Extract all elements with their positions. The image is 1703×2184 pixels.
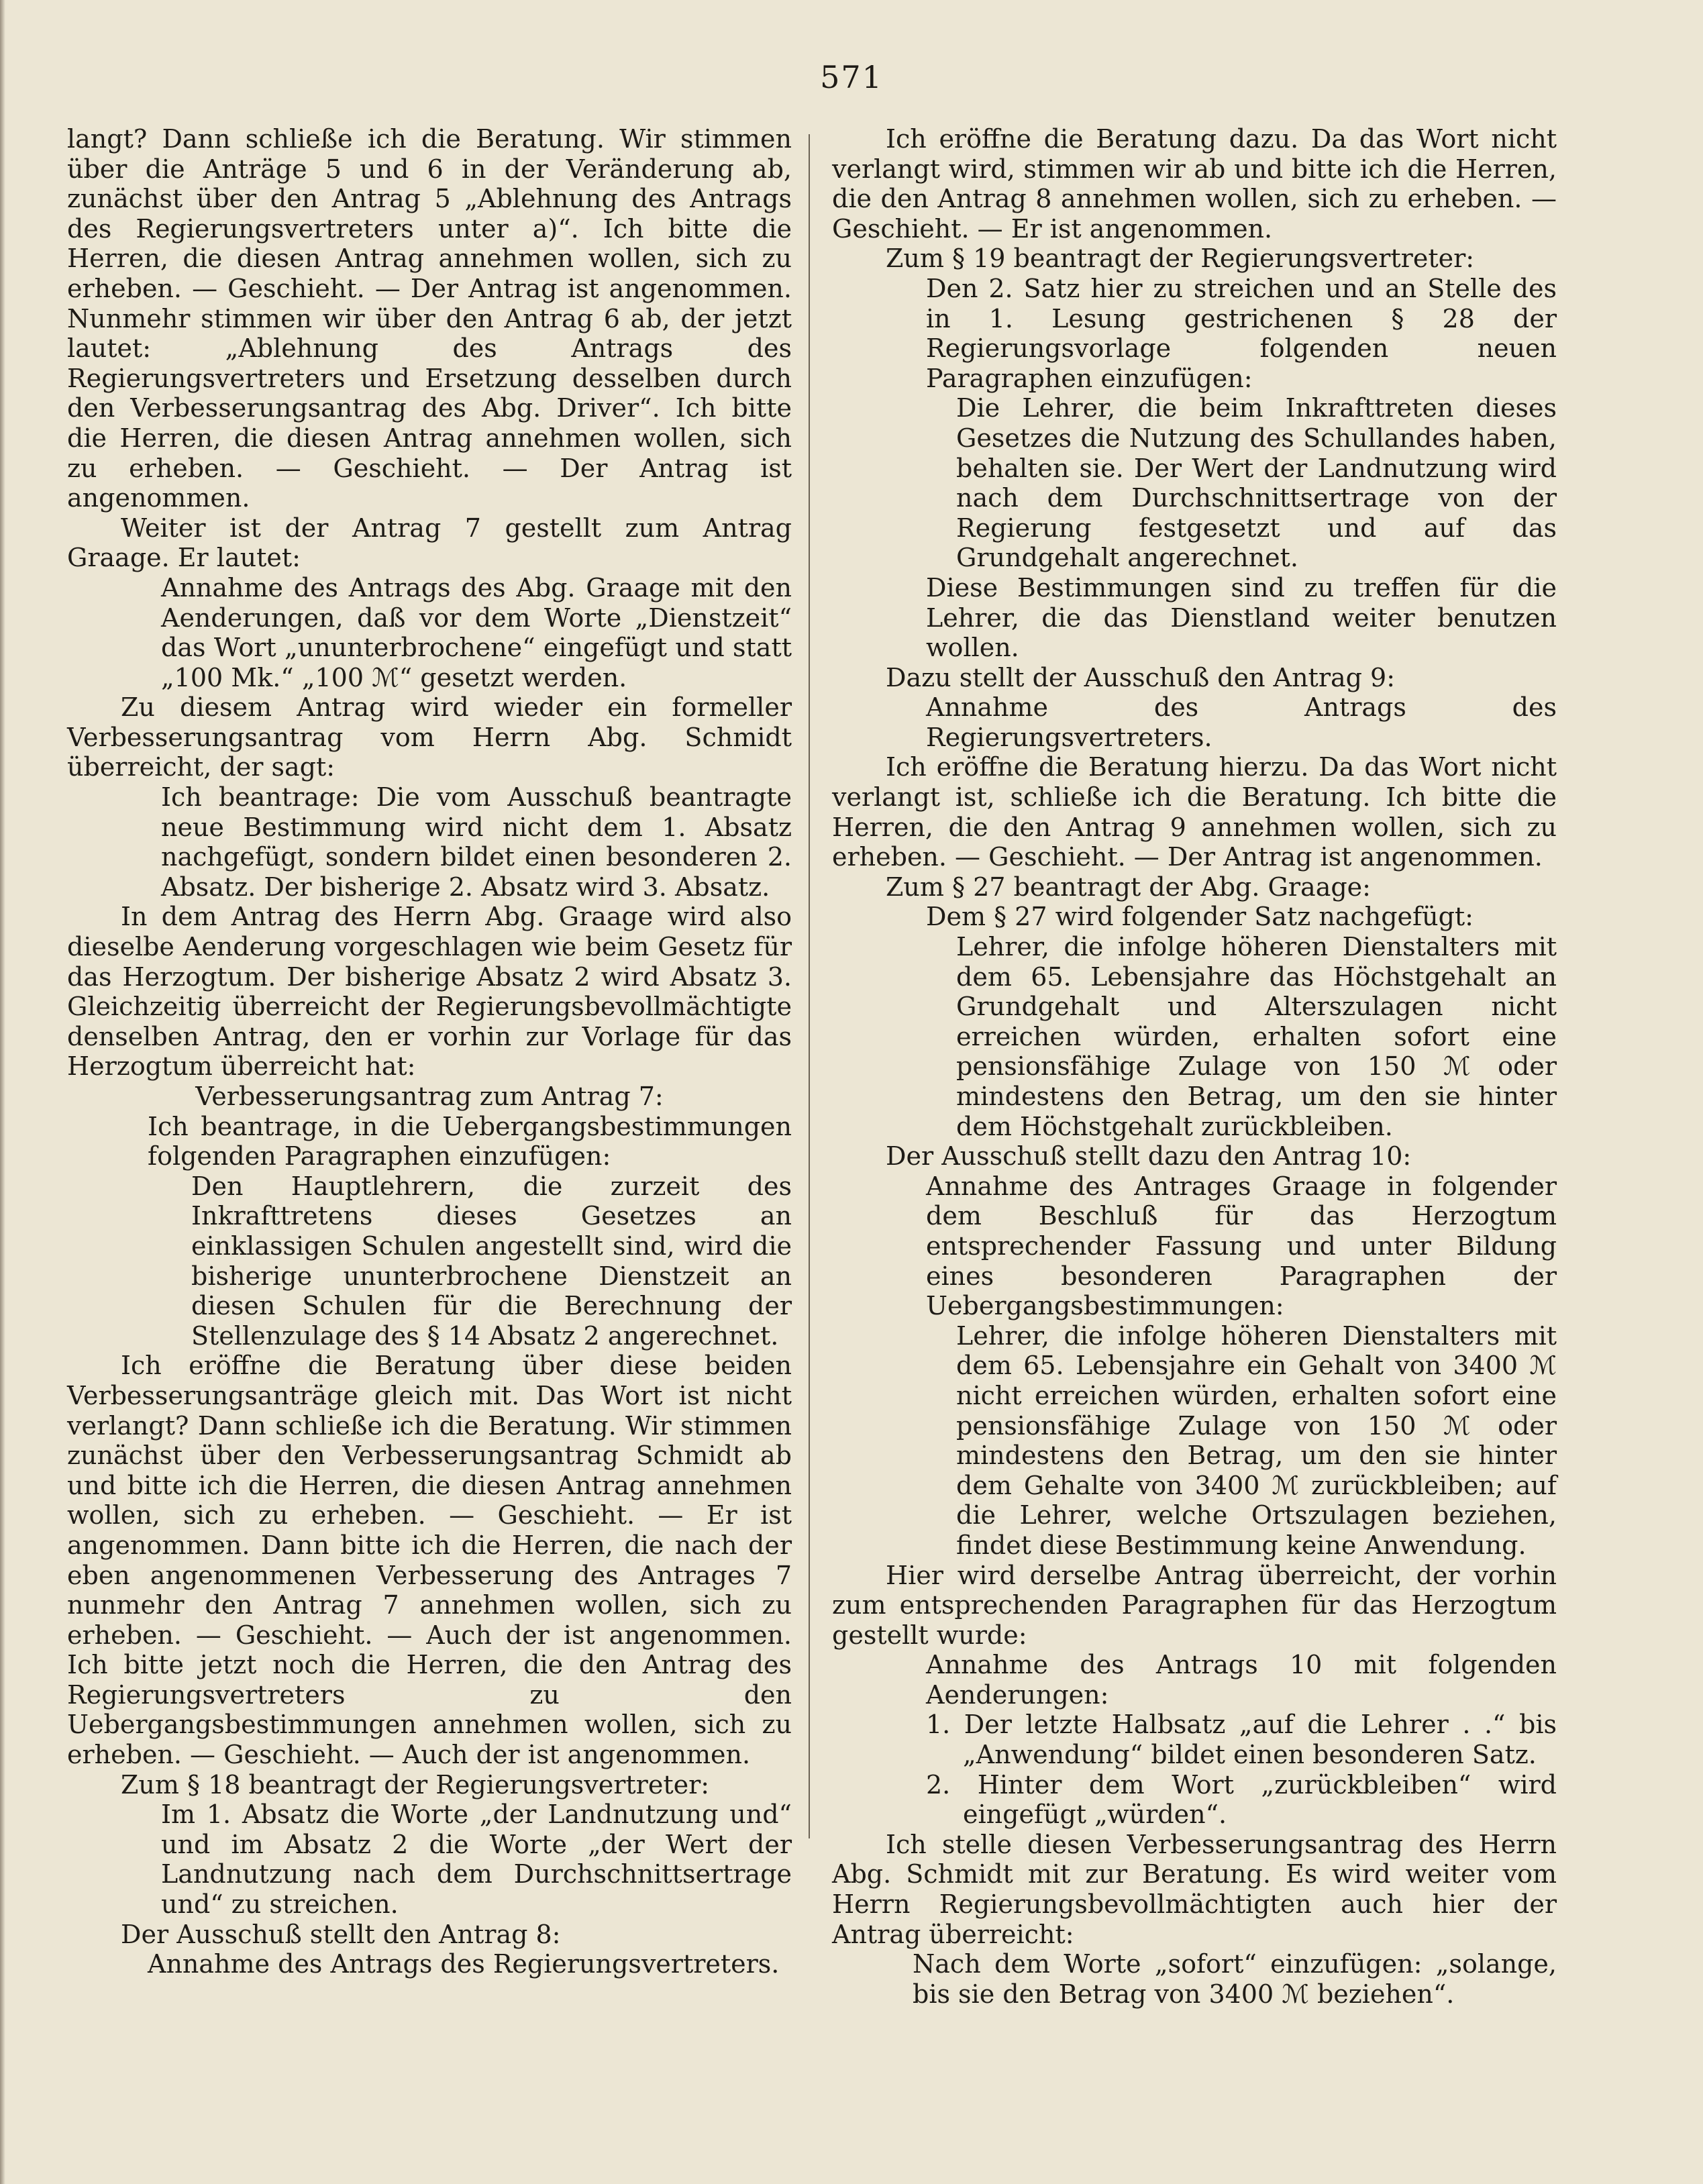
paragraph: 1. Der letzte Halbsatz „auf die Lehrer . .“ bis „Anwendung“ bildet einen besonderen Satz. [926, 1710, 1557, 1770]
paragraph: Hier wird derselbe Antrag überreicht, der vorhin zum entsprechenden Paragraphen für das Herzogtum gestellt wurde: [832, 1560, 1557, 1650]
paragraph: Den 2. Satz hier zu streichen und an Stelle des in 1. Lesung gestrichenen § 28 der Regierungsvorlage folgenden neuen Paragraphen einzufügen: [926, 273, 1557, 393]
paragraph: Annahme des Antrags des Abg. Graage mit den Aenderungen, daß vor dem Worte „Dienstzeit“ das Wort „ununterbrochene“ eingefügt und statt „100 Mk.“ „100 ℳ“ gesetzt werden. [161, 572, 792, 692]
paragraph: Ich beantrage, in die Uebergangsbestimmungen folgenden Paragraphen einzufügen: [148, 1111, 792, 1172]
right-column [832, 124, 1557, 2009]
paragraph: Annahme des Antrags 10 mit folgenden Aenderungen: [926, 1650, 1557, 1710]
paragraph: Annahme des Antrags des Regierungsvertreters. [926, 692, 1557, 752]
paragraph: Ich stelle diesen Verbesserungsantrag des Herrn Abg. Schmidt mit zur Beratung. Es wird weiter vom Herrn Regierungsbevollmächtigten auch hier der Antrag überreicht: [832, 1829, 1557, 1949]
column-divider [809, 134, 810, 1838]
paragraph: Zum § 19 beantragt der Regierungsvertreter: [886, 244, 1475, 274]
paragraph: 2. Hinter dem Wort „zurückbleiben“ wird eingefügt „würden“. [926, 1769, 1557, 1830]
paragraph: Annahme des Antrags des Regierungsvertreters. [148, 1949, 780, 1979]
paragraph: langt? Dann schließe ich die Beratung. Wir stimmen über die Anträge 5 und 6 in der Veränderung ab, zunächst über den Antrag 5 „Ablehnung des Antrags des Regierungsvertreters unter a)“. Ich bitte die Herren, die diesen Antrag annehmen wollen, sich zu erheben. — Geschieht. — Der Antrag ist angenommen. Nunmehr stimmen wir über den Antrag 6 ab, der jetzt lautet: „Ablehnung des Antrags des Regierungsvertreters und Ersetzung desselben durch den Verbesserungsantrag des Abg. Driver“. Ich bitte die Herren, die diesen Antrag annehmen wollen, sich zu erheben. — Geschieht. — Der Antrag ist angenommen. [67, 124, 792, 513]
paragraph: Zum § 18 beantragt der Regierungsvertreter: [121, 1769, 710, 1800]
page-edge-shadow [0, 0, 5, 2184]
paragraph: Der Ausschuß stellt den Antrag 8: [121, 1919, 561, 1949]
paragraph: Weiter ist der Antrag 7 gestellt zum Antrag Graage. Er lautet: [67, 513, 792, 573]
page-number: 571 [820, 59, 883, 95]
paragraph: Ich beantrage: Die vom Ausschuß beantragte neue Bestimmung wird nicht dem 1. Absatz nachgefügt, sondern bildet einen besonderen 2. Absatz. Der bisherige 2. Absatz wird 3. Absatz. [161, 782, 792, 902]
paragraph: Ich eröffne die Beratung hierzu. Da das Wort nicht verlangt ist, schließe ich die Beratung. Ich bitte die Herren, die den Antrag 9 annehmen wollen, sich zu erheben. — Geschieht. — Der Antrag ist angenommen. [832, 752, 1557, 872]
left-column [67, 124, 792, 1979]
paragraph: Lehrer, die infolge höheren Dienstalters mit dem 65. Lebensjahre ein Gehalt von 3400 ℳ nicht erreichen würden, erhalten sofort eine pensionsfähige Zulage von 150 ℳ oder mindestens den Betrag, um den sie hinter dem Gehalte von 3400 ℳ zurückbleiben; auf die Lehrer, welche Ortszulagen beziehen, findet diese Bestimmung keine Anwendung. [956, 1320, 1557, 1560]
paragraph: Annahme des Antrages Graage in folgender dem Beschluß für das Herzogtum entsprechender Fassung und unter Bildung eines besonderen Paragraphen der Uebergangsbestimmungen: [926, 1171, 1557, 1321]
paragraph: Der Ausschuß stellt dazu den Antrag 10: [886, 1141, 1412, 1172]
paragraph: Dem § 27 wird folgender Satz nachgefügt: [926, 902, 1474, 932]
paragraph: Im 1. Absatz die Worte „der Landnutzung und“ und im Absatz 2 die Worte „der Wert der Landnutzung nach dem Durchschnittsertrage und“ zu streichen. [161, 1800, 792, 1920]
paragraph: Zu diesem Antrag wird wieder ein formeller Verbesserungsantrag vom Herrn Abg. Schmidt überreicht, der sagt: [67, 692, 792, 782]
paragraph: In dem Antrag des Herrn Abg. Graage wird also dieselbe Aenderung vorgeschlagen wie beim Gesetz für das Herzogtum. Der bisherige Absatz 2 wird Absatz 3. Gleichzeitig überreicht der Regierungsbevollmächtigte denselben Antrag, den er vorhin zur Vorlage für das Herzogtum überreicht hat: [67, 902, 792, 1082]
paragraph: Lehrer, die infolge höheren Dienstalters mit dem 65. Lebensjahre das Höchstgehalt an Grundgehalt und Alterszulagen nicht erreichen würden, erhalten sofort eine pensionsfähige Zulage von 150 ℳ oder mindestens den Betrag, um den sie hinter dem Höchstgehalt zurückbleiben. [956, 932, 1557, 1141]
paragraph: Nach dem Worte „sofort“ einzufügen: „solange, bis sie den Betrag von 3400 ℳ beziehen“. [913, 1949, 1557, 2009]
paragraph: Die Lehrer, die beim Inkrafttreten dieses Gesetzes die Nutzung des Schullandes haben, behalten sie. Der Wert der Landnutzung wird nach dem Durchschnittsertrage von der Regierung festgesetzt und auf das Grundgehalt angerechnet. [956, 393, 1557, 573]
paragraph: Ich eröffne die Beratung dazu. Da das Wort nicht verlangt wird, stimmen wir ab und bitte ich die Herren, die den Antrag 8 annehmen wollen, sich zu erheben. — Geschieht. — Er ist angenommen. [832, 124, 1557, 244]
paragraph: Dazu stellt der Ausschuß den Antrag 9: [886, 662, 1396, 692]
paragraph: Zum § 27 beantragt der Abg. Graage: [886, 872, 1371, 902]
paragraph: Diese Bestimmungen sind zu treffen für die Lehrer, die das Dienstland weiter benutzen wollen. [926, 572, 1557, 663]
paragraph: Ich eröffne die Beratung über diese beiden Verbesserungsanträge gleich mit. Das Wort ist nicht verlangt? Dann schließe ich die Beratung. Wir stimmen zunächst über den Verbesserungsantrag Schmidt ab und bitte ich die Herren, die diesen Antrag annehmen wollen, sich zu erheben. — Geschieht. — Er ist angenommen. Dann bitte ich die Herren, die nach der eben angenommenen Verbesserung des Antrages 7 nunmehr den Antrag 7 annehmen wollen, sich zu erheben. — Geschieht. — Auch der ist angenommen. Ich bitte jetzt noch die Herren, die den Antrag des Regierungsvertreters zu den Uebergangsbestimmungen annehmen wollen, sich zu erheben. — Geschieht. — Auch der ist angenommen. [67, 1351, 792, 1770]
paragraph: Verbesserungsantrag zum Antrag 7: [195, 1082, 664, 1111]
paragraph: Den Hauptlehrern, die zurzeit des Inkrafttretens dieses Gesetzes an einklassigen Schulen angestellt sind, wird die bisherige ununterbrochene Dienstzeit an diesen Schulen für die Berechnung der Stellenzulage des § 14 Absatz 2 angerechnet. [191, 1171, 792, 1351]
